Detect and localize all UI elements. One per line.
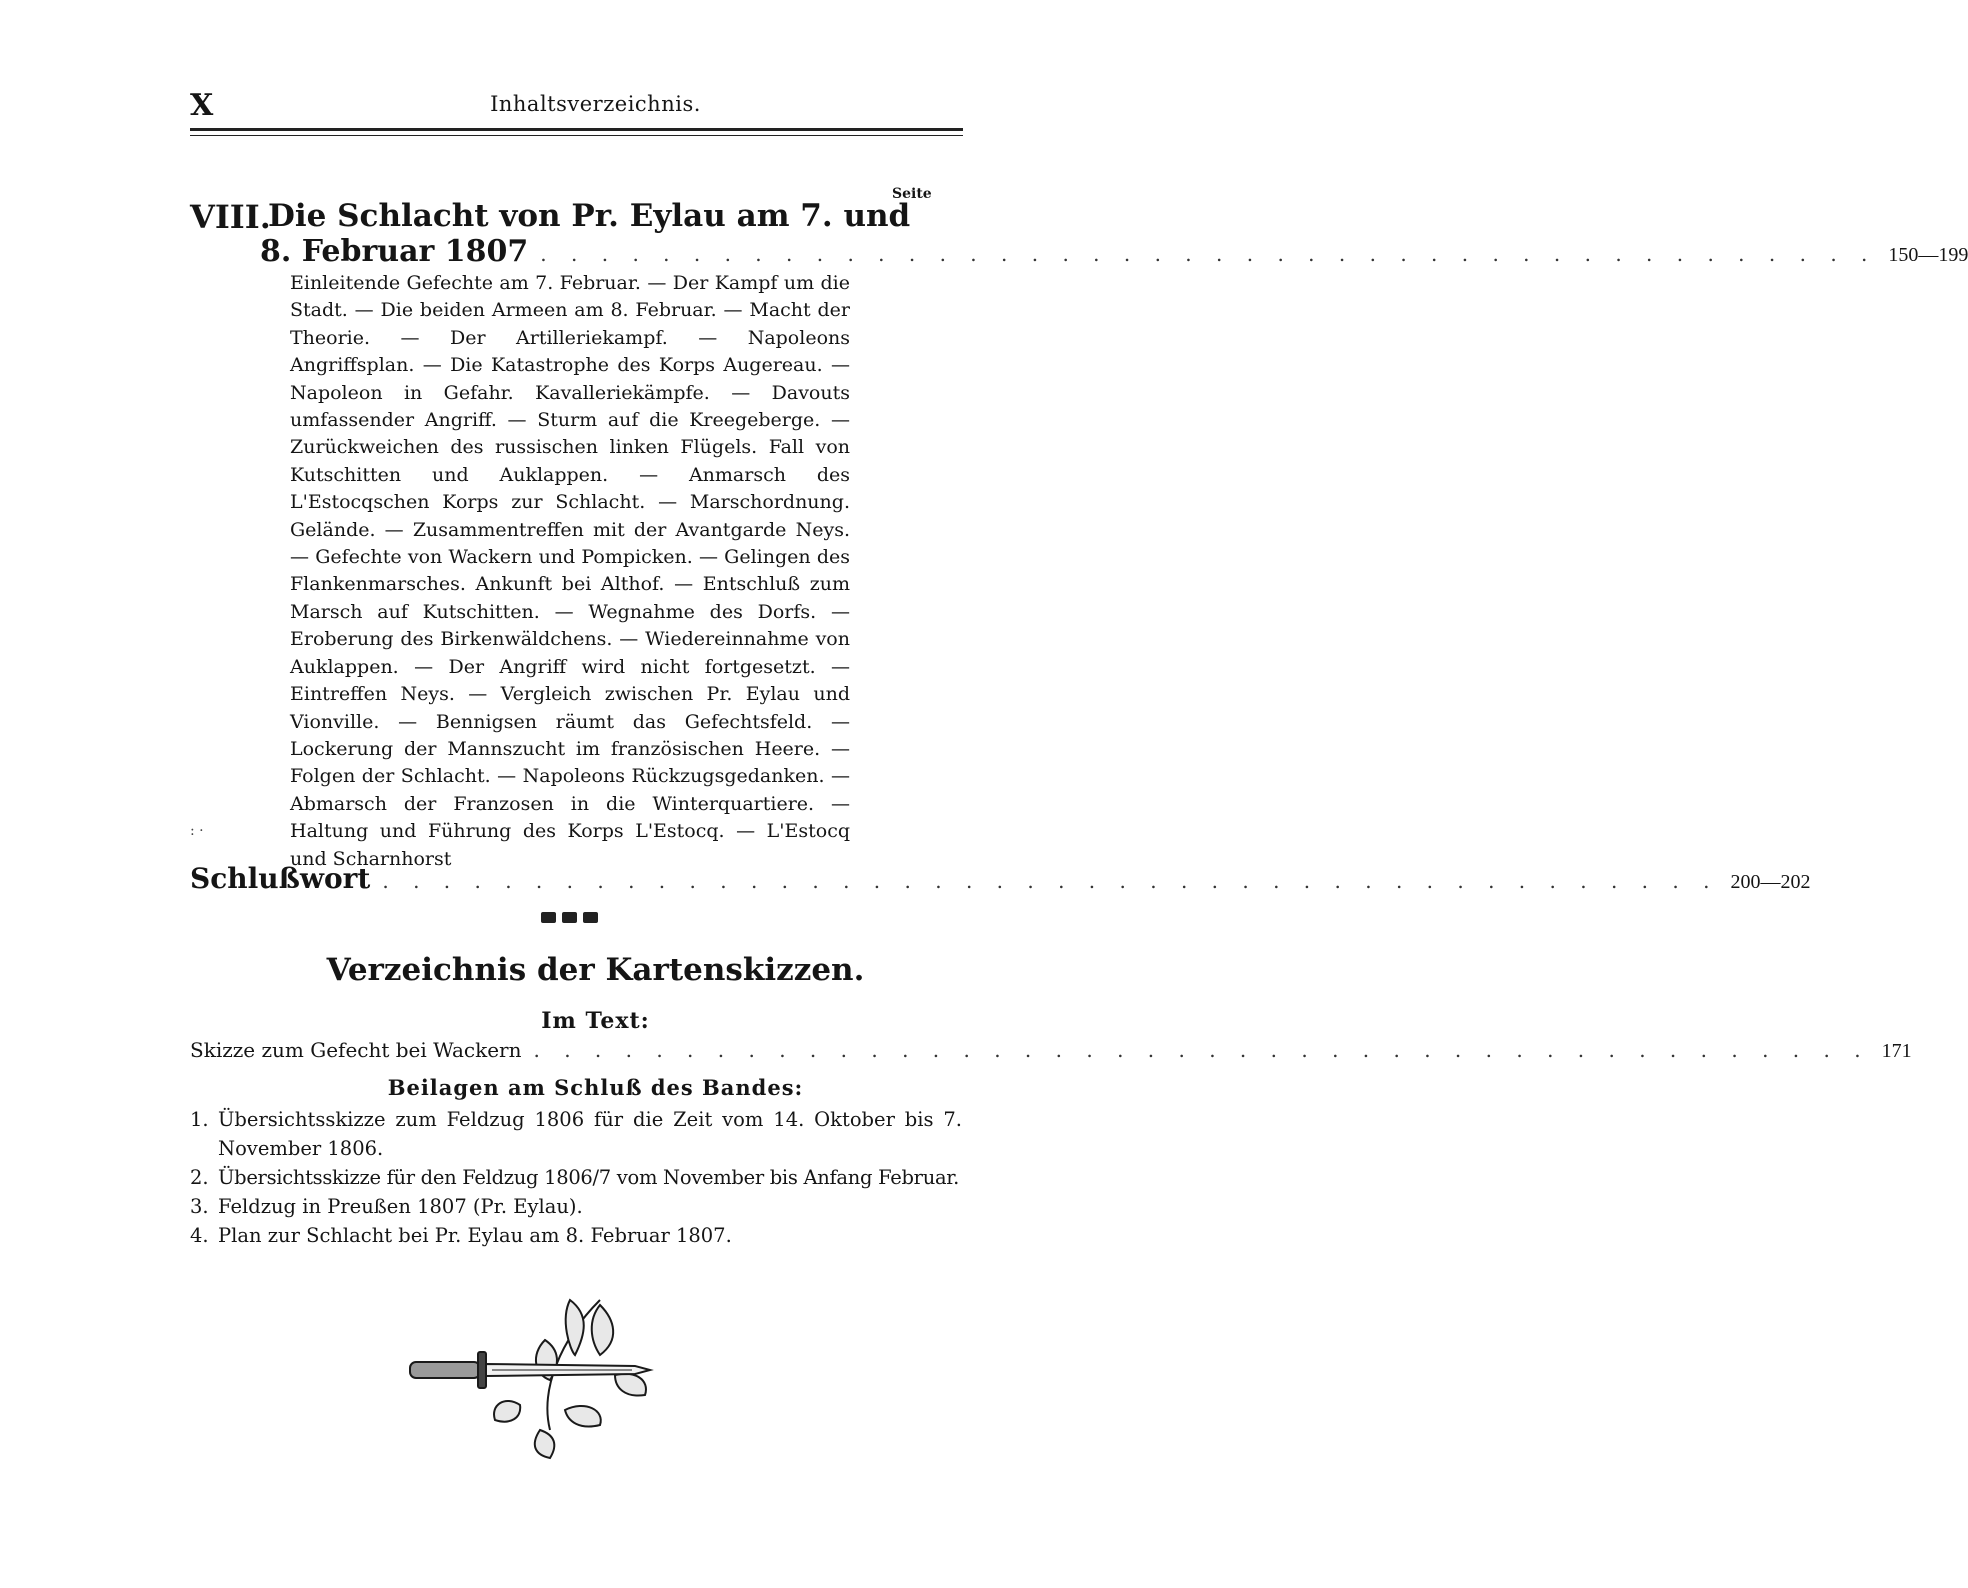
skizze-page: 171 xyxy=(1881,1040,1912,1062)
ornament-block xyxy=(583,912,598,923)
section-ornament xyxy=(541,912,598,923)
schlusswort-pages: 200—202 xyxy=(1730,871,1811,893)
laurel-leaf xyxy=(535,1430,555,1458)
laurel-leaf xyxy=(494,1401,520,1422)
header-rule-thin xyxy=(190,135,963,136)
schlusswort-label: Schlußwort xyxy=(190,862,371,895)
im-text-heading: Im Text: xyxy=(541,1008,650,1034)
laurel-leaf xyxy=(566,1300,584,1355)
chapter-title-row xyxy=(260,234,1968,269)
list-item xyxy=(190,1105,962,1163)
leader-dots: . . . . . . . . . . . . . . . . . . . . . . . . . . . . . . . . . . . . . . . . . . . . xyxy=(382,869,1719,893)
sword xyxy=(410,1352,650,1388)
leader-dots: . . . . . . . . . . . . . . . . . . . . . . . . . . . . . . . . . . . . . . . . . . . . xyxy=(540,242,1877,266)
running-title: Inhaltsverzeichnis. xyxy=(490,92,701,116)
sword-laurel-vignette xyxy=(400,1280,660,1460)
list-item-text: Übersichtsskizze zum Feldzug 1806 für die Zeit vom 14. Oktober bis 7. November 1806. xyxy=(218,1108,962,1160)
laurel-leaf xyxy=(592,1305,613,1355)
chapter-number: VIII. xyxy=(190,198,271,236)
beilagen-list xyxy=(190,1105,962,1250)
header-rule-thick xyxy=(190,128,963,131)
skizze-label: Skizze zum Gefecht bei Wackern xyxy=(190,1038,522,1062)
leader-dots: . . . . . . . . . . . . . . . . . . . . . . . . . . . . . . . . . . . . . . . . . . . . xyxy=(533,1038,1870,1062)
list-item-number: 2. xyxy=(190,1166,209,1189)
list-item xyxy=(190,1221,962,1250)
chapter-title-line2: 8. Februar 1807 xyxy=(260,234,529,269)
list-item xyxy=(190,1192,962,1221)
ornament-block xyxy=(562,912,577,923)
list-item-text: Feldzug in Preußen 1807 (Pr. Eylau). xyxy=(218,1195,583,1218)
list-item-number: 4. xyxy=(190,1224,209,1247)
skizze-entry xyxy=(190,1038,1912,1063)
laurel-leaf xyxy=(615,1374,646,1396)
laurel-leaf xyxy=(565,1406,601,1427)
section-title: Verzeichnis der Kartenskizzen. xyxy=(326,952,865,988)
chapter-pages: 150—199 xyxy=(1888,244,1968,266)
chapter-title-line1: Die Schlacht von Pr. Eylau am 7. und xyxy=(268,198,911,234)
sword-grip xyxy=(410,1362,480,1378)
list-item-text: Übersichtsskizze für den Feldzug 1806/7 vom November bis Anfang Februar. xyxy=(218,1166,960,1189)
seite-label: Seite xyxy=(892,186,932,202)
list-item-text: Plan zur Schlacht bei Pr. Eylau am 8. Februar 1807. xyxy=(218,1224,732,1247)
margin-mark: : · xyxy=(190,823,204,839)
beilagen-heading: Beilagen am Schluß des Bandes: xyxy=(387,1075,804,1100)
schlusswort-row xyxy=(190,862,1811,895)
chapter-summary: Einleitende Gefechte am 7. Februar. — Der Kampf um die Stadt. — Die beiden Armeen am 8. Februar. — Macht der Theorie. — Der Artilleriekampf. — Napoleons Angriffsplan. — Die Katastrophe des Korps Augereau. — Napoleon in Gefahr. Kavalleriekämpfe. — Davouts umfassender Angriff. — Sturm auf die Kreegeberge. — Zurückweichen des russischen linken Flügels. Fall von Kutschitten und Auklappen. — Anmarsch des L'Estocqschen Korps zur Schlacht. — Marschordnung. Gelände. — Zusammentreffen mit der Avantgarde Neys. — Gefechte von Wackern und Pompicken. — Gelingen des Flankenmarsches. Ankunft bei Althof. — Entschluß zum Marsch auf Kutschitten. — Wegnahme des Dorfs. — Eroberung des Birkenwäldchens. — Wiedereinnahme von Auklappen. — Der Angriff wird nicht fortgesetzt. — Eintreffen Neys. — Vergleich zwischen Pr. Eylau und Vionville. — Bennigsen räumt das Gefechtsfeld. — Lockerung der Mannszucht im französischen Heere. — Folgen der Schlacht. — Napoleons Rückzugsgedanken. — Abmarsch der Franzosen in die Winterquartiere. — Haltung und Führung des Korps L'Estocq. — L'Estocq und Scharnhorst xyxy=(290,272,850,870)
list-item-number: 1. xyxy=(190,1108,209,1131)
list-item xyxy=(190,1163,962,1192)
list-item-number: 3. xyxy=(190,1195,209,1218)
sword-guard xyxy=(478,1352,486,1388)
ornament-block xyxy=(541,912,556,923)
page-number: X xyxy=(190,88,214,123)
